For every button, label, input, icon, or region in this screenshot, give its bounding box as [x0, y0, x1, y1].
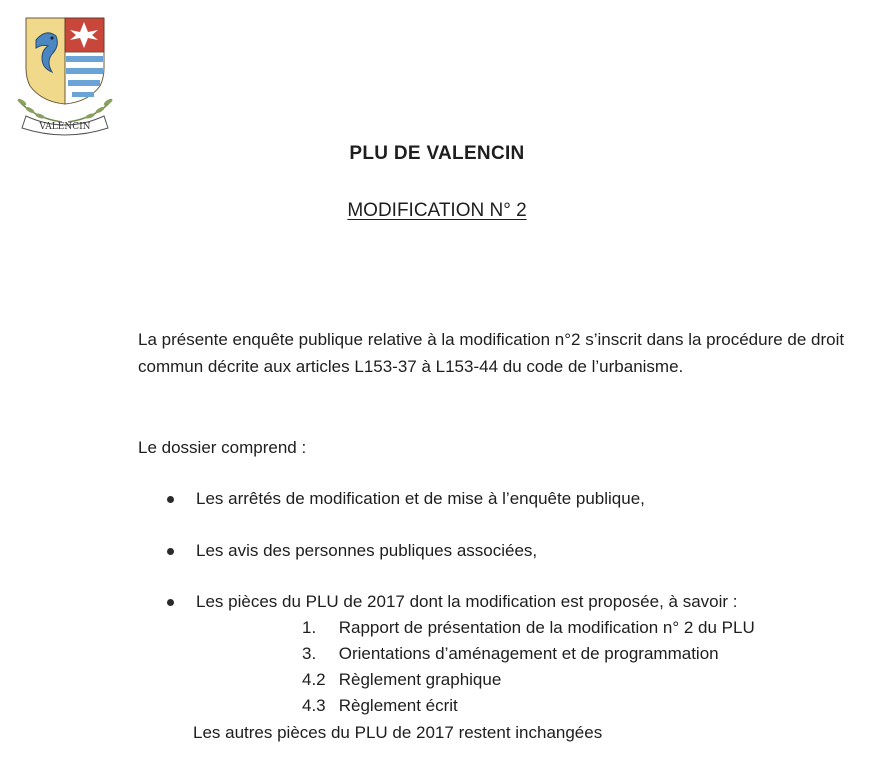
intro-paragraph: La présente enquête publique relative à la modification n°2 s’inscrit dans la procédure de droit commun décrite aux articles L153-37 à L153-44 du code de l’urbanisme. — [138, 330, 845, 376]
piece-label: Règlement graphique — [338, 670, 502, 689]
bullet-icon — [167, 599, 174, 606]
piece-label: Rapport de présentation de la modification n° 2 du PLU — [338, 618, 755, 637]
bullet-icon — [167, 496, 174, 503]
document-title: PLU DE VALENCIN — [349, 143, 525, 164]
list-item-text: Les avis des personnes publiques associées, — [196, 541, 538, 560]
piece-number: 4.3 — [302, 696, 326, 715]
crest-motto: VALENCIN — [39, 122, 91, 132]
closing-statement: Les autres pièces du PLU de 2017 restent inchangées — [193, 723, 603, 742]
list-item — [196, 541, 537, 561]
piece-item — [302, 670, 501, 690]
piece-item — [302, 644, 719, 664]
valencin-coat-of-arms — [12, 10, 118, 138]
piece-label: Orientations d’aménagement et de programmation — [338, 644, 719, 663]
list-item — [196, 489, 645, 509]
piece-number: 3. — [302, 644, 317, 663]
piece-item — [302, 618, 755, 638]
bullet-icon — [167, 548, 174, 555]
dossier-label: Le dossier comprend : — [138, 438, 307, 457]
list-item-text: Les arrêtés de modification et de mise à l’enquête publique, — [196, 489, 645, 508]
list-item-text: Les pièces du PLU de 2017 dont la modification est proposée, à savoir : — [196, 592, 738, 611]
piece-item — [302, 696, 458, 716]
piece-number: 4.2 — [302, 670, 326, 689]
document-subtitle: MODIFICATION N° 2 — [347, 200, 527, 221]
piece-number: 1. — [302, 618, 317, 637]
list-item — [196, 592, 738, 612]
piece-label: Règlement écrit — [338, 696, 458, 715]
